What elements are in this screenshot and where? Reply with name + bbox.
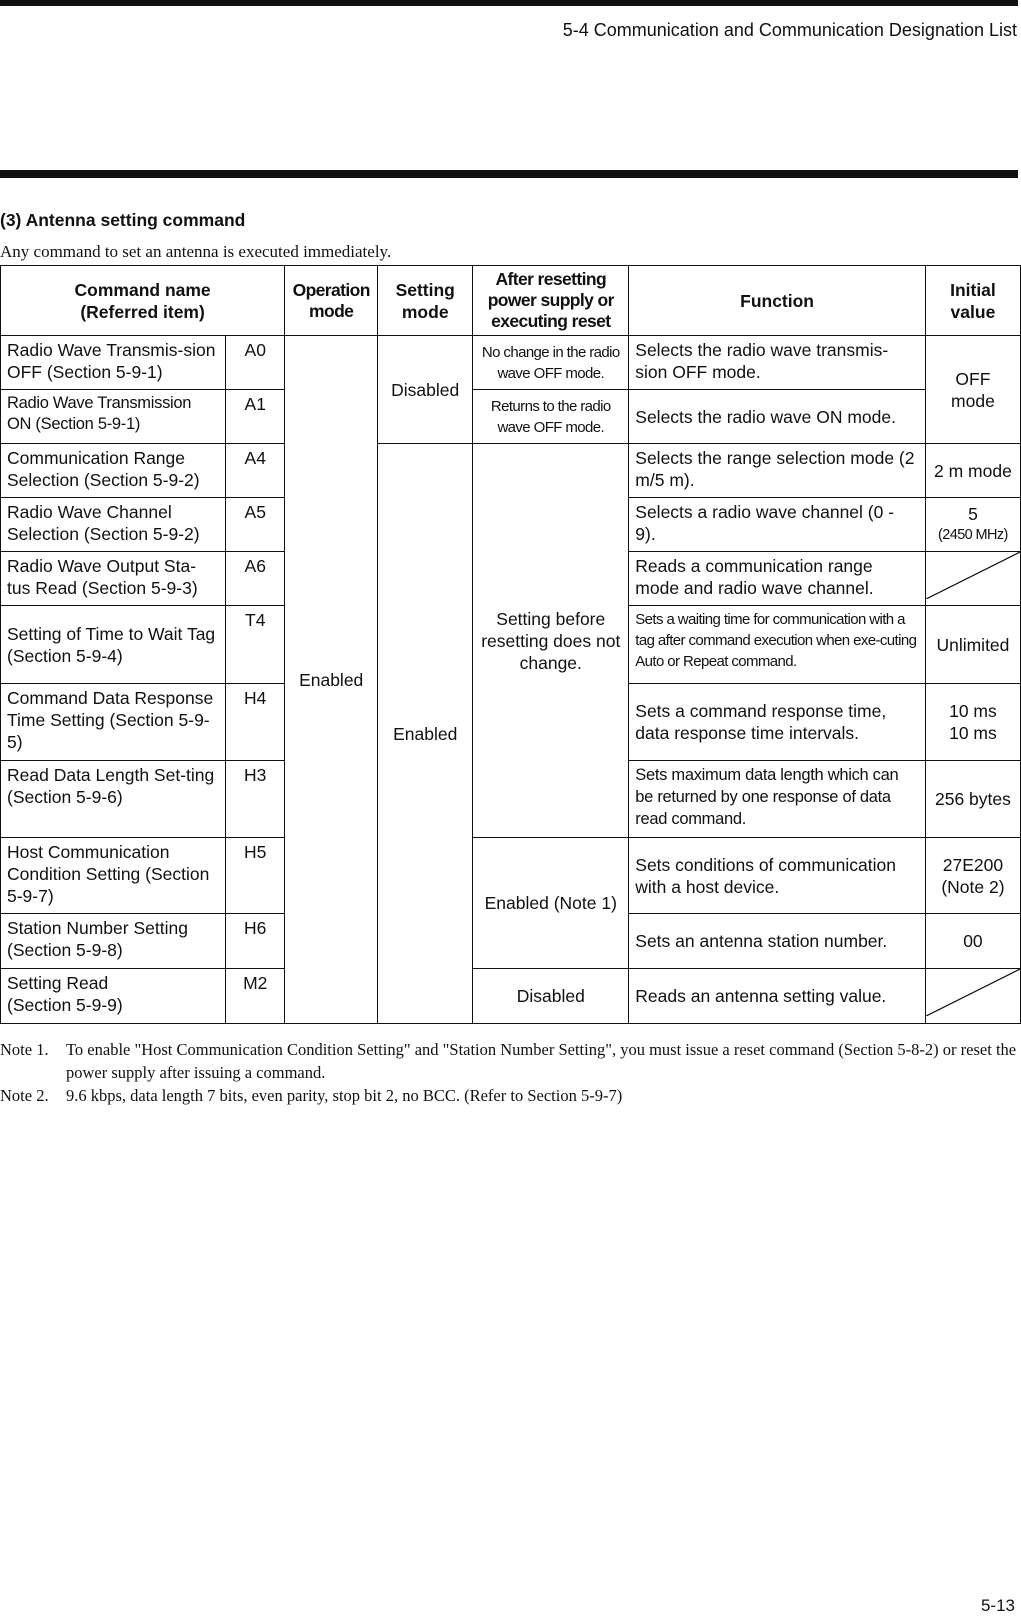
- note-label: Note 1.: [0, 1040, 49, 1059]
- page-number: 5-13: [980, 1596, 1015, 1615]
- table-row: [1, 838, 1021, 914]
- command-code-cell: T4: [226, 606, 285, 684]
- function-cell: Reads an antenna setting value.: [629, 969, 926, 1024]
- command-name-cell: Setting of Time to Wait Tag (Section 5-9-4): [1, 606, 226, 684]
- table-notes: [0, 1038, 1018, 1107]
- header-referred-item-label: (Referred item): [80, 301, 205, 322]
- command-section: (Section 5-9-9): [7, 995, 123, 1015]
- initial-value-cell: 256 bytes: [925, 761, 1020, 838]
- note-2: [0, 1084, 1018, 1107]
- antenna-command-table: [0, 265, 1021, 1024]
- initial-value-cell: 2 m mode: [925, 444, 1020, 498]
- note-1: [0, 1038, 1018, 1084]
- command-name-cell: Radio Wave Transmis-sion OFF (Section 5-9-1): [1, 336, 226, 390]
- operation-mode-enabled-cell: Enabled: [285, 336, 378, 1024]
- after-reset-unchanged-cell: Setting before resetting does not change.: [473, 444, 629, 838]
- setting-mode-disabled-cell: Disabled: [378, 336, 473, 444]
- header-after-reset: After resetting power supply or executing reset: [473, 266, 629, 336]
- diagonal-slash-icon: [926, 969, 1020, 1016]
- function-cell: Selects the radio wave transmis-sion OFF mode.: [629, 336, 926, 390]
- initial-value-cell: Unlimited: [925, 606, 1020, 684]
- table-row: [1, 444, 1021, 498]
- command-name: Read Data Length Set-ting: [7, 765, 215, 785]
- table-row: [1, 336, 1021, 390]
- initial-value: 10 ms: [949, 701, 997, 721]
- table-row: [1, 390, 1021, 444]
- note-text: To enable "Host Communication Condition Setting" and "Station Number Setting", you must issue a reset command (Section 5-8-2) or reset the power supply after issuing a command.: [66, 1040, 1017, 1082]
- table-row: [1, 969, 1021, 1024]
- command-code-cell: H3: [226, 761, 285, 838]
- initial-value-empty-cell: [925, 552, 1020, 606]
- command-code-cell: A0: [226, 336, 285, 390]
- command-code-cell: H6: [226, 914, 285, 969]
- command-section: (Section 5-9-6): [7, 787, 123, 807]
- note-label: Note 2.: [0, 1086, 49, 1105]
- after-reset-cell: Disabled: [473, 969, 629, 1024]
- command-name-cell: Host Communication Condition Setting (Section 5-9-7): [1, 838, 226, 914]
- initial-value-cell: [925, 684, 1020, 761]
- setting-mode-enabled-cell: Enabled: [378, 444, 473, 1024]
- initial-value: 5: [968, 504, 978, 524]
- initial-value-cell: 00: [925, 914, 1020, 969]
- function-cell: Sets a command response time, data response time intervals.: [629, 684, 926, 761]
- command-code-cell: A6: [226, 552, 285, 606]
- command-name-cell: Radio Wave Transmission ON (Section 5-9-1): [1, 390, 226, 444]
- header-command-name-label: Command name: [74, 279, 211, 300]
- top-rule: [0, 0, 1018, 6]
- command-code-cell: M2: [226, 969, 285, 1024]
- command-name: Setting Read: [7, 973, 109, 993]
- function-cell: Reads a communication range mode and radio wave channel.: [629, 552, 926, 606]
- command-name-cell: Communication Range Selection (Section 5-9-2): [1, 444, 226, 498]
- section-intro: Any command to set an antenna is executed immediately.: [0, 242, 392, 261]
- command-name-cell: [1, 969, 226, 1024]
- command-code-cell: A5: [226, 498, 285, 552]
- running-header: 5-4 Communication and Communication Designation List: [562, 20, 1017, 40]
- function-cell: Selects the range selection mode (2 m/5 m).: [629, 444, 926, 498]
- command-name-cell: [1, 761, 226, 838]
- section-title: (3) Antenna setting command: [0, 210, 246, 230]
- function-cell: Sets maximum data length which can be returned by one response of data read command.: [629, 761, 926, 838]
- header-rule: [0, 170, 1018, 178]
- diagonal-slash-icon: [926, 552, 1020, 599]
- header-operation-mode: Operation mode: [285, 266, 378, 336]
- initial-value-cell: [925, 498, 1020, 552]
- command-code-cell: A4: [226, 444, 285, 498]
- function-cell: Sets an antenna station number.: [629, 914, 926, 969]
- function-cell: Sets conditions of communication with a host device.: [629, 838, 926, 914]
- header-initial-value: Initial value: [925, 266, 1020, 336]
- after-reset-enabled-note-cell: Enabled (Note 1): [473, 838, 629, 969]
- function-cell: Selects the radio wave ON mode.: [629, 390, 926, 444]
- initial-value-cell: [925, 838, 1020, 914]
- initial-value-sub: (Note 2): [941, 876, 1005, 897]
- after-reset-cell: Returns to the radio wave OFF mode.: [473, 390, 629, 444]
- after-reset-cell: No change in the radio wave OFF mode.: [473, 336, 629, 390]
- initial-value: 27E200: [942, 854, 1004, 875]
- initial-value-sub: (2450 MHz): [938, 527, 1008, 543]
- initial-value-empty-cell: [925, 969, 1020, 1024]
- command-code-cell: H4: [226, 684, 285, 761]
- command-name-cell: Radio Wave Output Sta-tus Read (Section 5-9-3): [1, 552, 226, 606]
- note-text: 9.6 kbps, data length 7 bits, even parity, stop bit 2, no BCC. (Refer to Section 5-9-7): [66, 1086, 623, 1105]
- command-code-cell: H5: [226, 838, 285, 914]
- initial-value-sub: 10 ms: [949, 723, 997, 743]
- header-command-name: [1, 266, 285, 336]
- function-cell: Selects a radio wave channel (0 - 9).: [629, 498, 926, 552]
- initial-off-mode-cell: OFF mode: [925, 336, 1020, 444]
- command-name-cell: Station Number Setting (Section 5-9-8): [1, 914, 226, 969]
- table-header-row: [1, 266, 1021, 336]
- command-code-cell: A1: [226, 390, 285, 444]
- header-function: Function: [629, 266, 926, 336]
- header-setting-mode: Setting mode: [378, 266, 473, 336]
- command-name-cell: Radio Wave Channel Selection (Section 5-9-2): [1, 498, 226, 552]
- command-name-cell: Command Data Response Time Setting (Section 5-9-5): [1, 684, 226, 761]
- function-cell: Sets a waiting time for communication with a tag after command execution when exe-cuting Auto or Repeat command.: [629, 606, 926, 684]
